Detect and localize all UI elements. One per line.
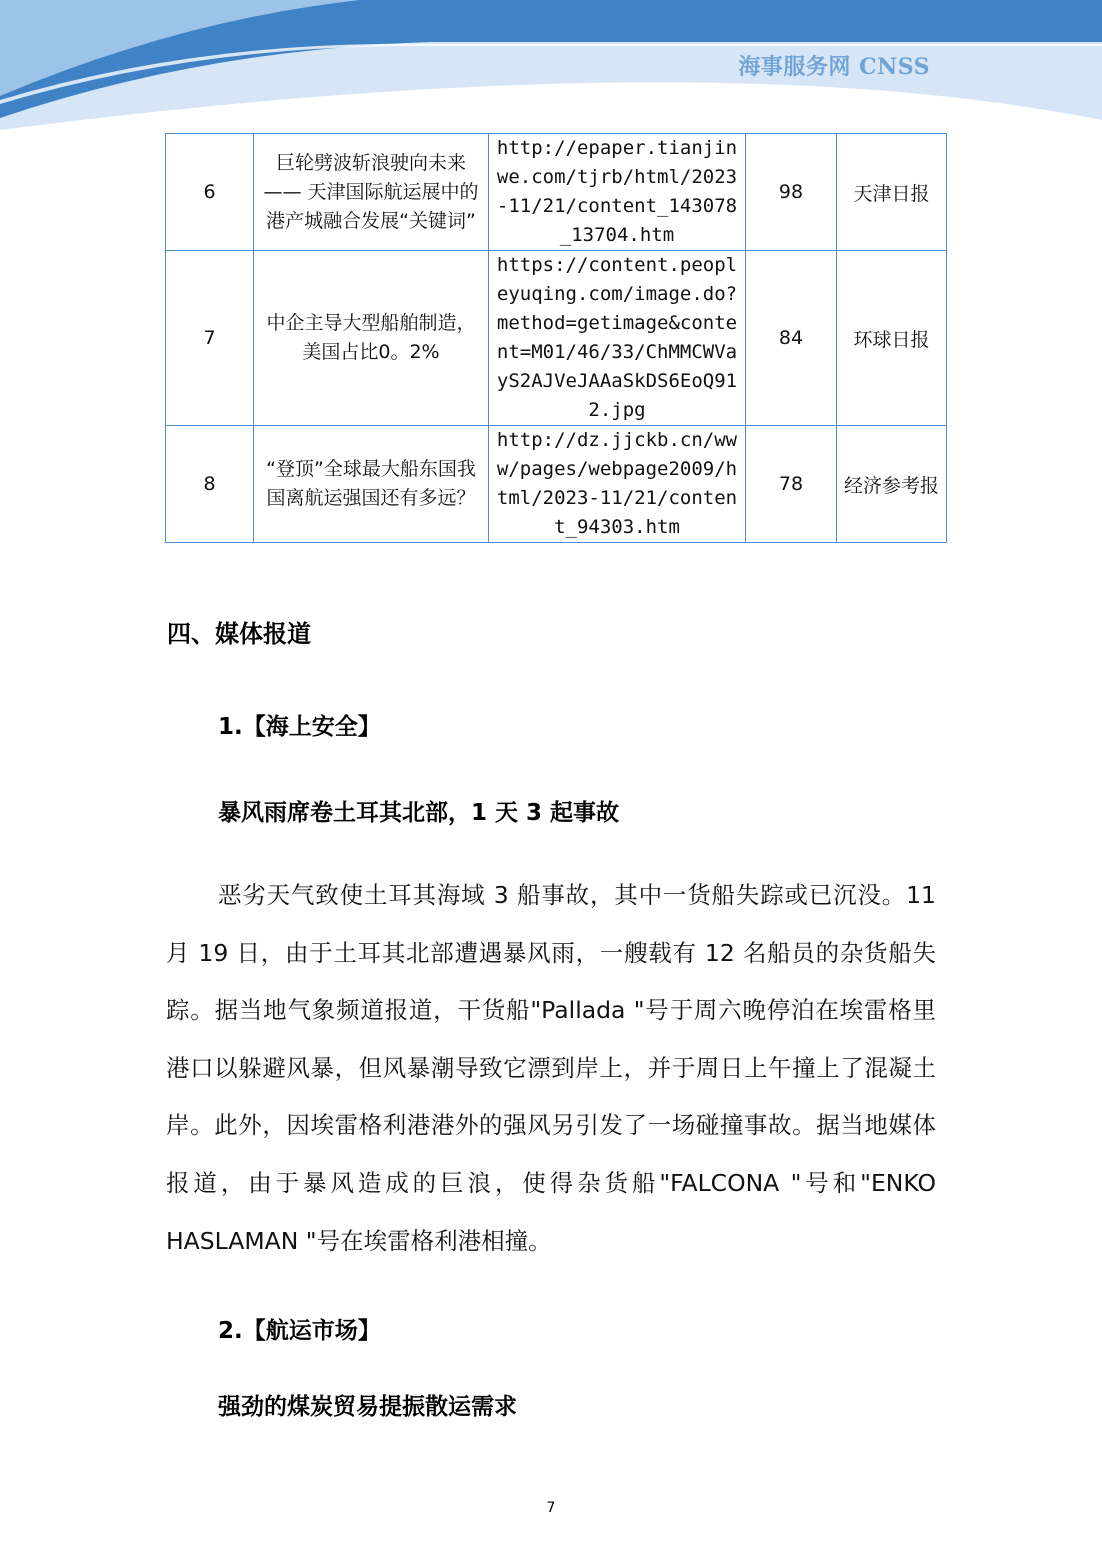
brand-logo-text: 海事服务网 CNSS [738, 54, 930, 80]
row-score: 98 [746, 134, 837, 251]
subsection-heading-shipping-market: 2.【航运市场】 [218, 1318, 381, 1344]
subsection-heading-maritime-safety: 1.【海上安全】 [218, 714, 381, 740]
row-url-link[interactable]: https://content.peopleyuqing.com/image.do?method=getimage&content=M01/46/33/ChMMCWVayS2AJVeJAAaSkDS6EoQ912.jpg [489, 251, 746, 426]
row-score: 84 [746, 251, 837, 426]
row-source: 天津日报 [837, 134, 947, 251]
row-number: 7 [166, 251, 254, 426]
row-source: 经济参考报 [837, 426, 947, 543]
row-title: 巨轮劈波斩浪驶向未来—— 天津国际航运展中的港产城融合发展“关键词” [254, 134, 489, 251]
row-title: “登顶”全球最大船东国我国离航运强国还有多远？ [254, 426, 489, 543]
row-title: 中企主导大型船舶制造，美国占比0。2% [254, 251, 489, 426]
table-row [166, 251, 947, 426]
table-row [166, 134, 947, 251]
table-row [166, 426, 947, 543]
report-table [165, 133, 947, 543]
row-url-link[interactable]: http://epaper.tianjinwe.com/tjrb/html/2023-11/21/content_143078_13704.htm [489, 134, 746, 251]
row-url-link[interactable]: http://dz.jjckb.cn/www/pages/webpage2009/html/2023-11/21/content_94303.htm [489, 426, 746, 543]
page-number: 7 [546, 1500, 556, 1516]
row-source: 环球日报 [837, 251, 947, 426]
section-heading: 四、媒体报道 [167, 620, 311, 648]
row-number: 6 [166, 134, 254, 251]
row-score: 78 [746, 426, 837, 543]
article-body: 恶劣天气致使土耳其海域 3 船事故，其中一货船失踪或已沉没。11 月 19 日，由于土耳其北部遭遇暴风雨，一艘载有 12 名船员的杂货船失踪。据当地气象频道报道，干货船"Pallada "号于周六晚停泊在埃雷格里港口以躲避风暴，但风暴潮导致它漂到岸上，并于周日上午撞上了混凝土岸。此外，因埃雷格利港港外的强风另引发了一场碰撞事故。据当地媒体报道，由于暴风造成的巨浪，使得杂货船"FALCONA "号和"ENKO HASLAMAN "号在埃雷格利港相撞。 [166, 881, 936, 1255]
header-wave-decoration [0, 0, 1102, 140]
article-title: 暴风雨席卷土耳其北部，1 天 3 起事故 [218, 800, 620, 826]
row-number: 8 [166, 426, 254, 543]
article-title: 强劲的煤炭贸易提振散运需求 [218, 1394, 517, 1420]
